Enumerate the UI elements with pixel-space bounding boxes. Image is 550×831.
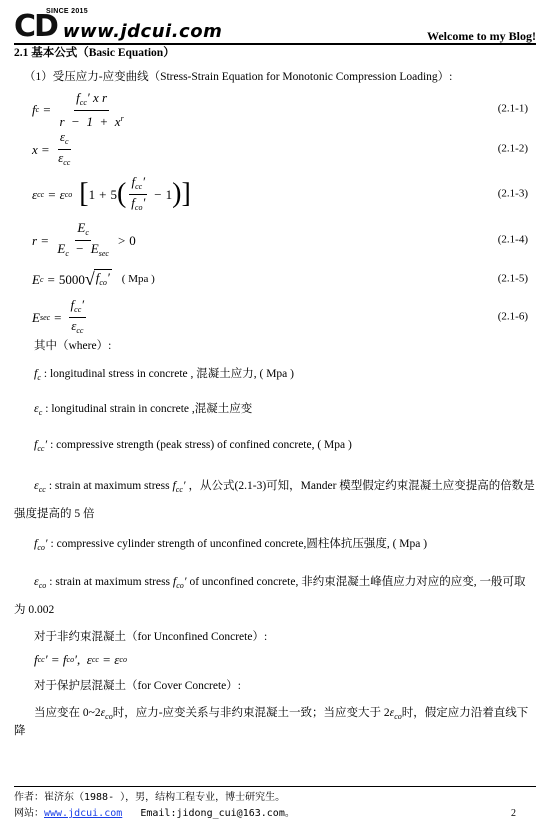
- equation-number: (2.1-3): [497, 187, 528, 200]
- equation-body: f c = $\frac{f_{cc}' x r}{r - 1 + x^r}$: [32, 89, 124, 129]
- welcome-text: Welcome to my Blog!: [427, 29, 536, 43]
- subsection-title: （1）受压应力-应变曲线（Stress-Strain Equation for Monotonic Compression Loading）:: [24, 71, 453, 83]
- page-footer: [14, 790, 536, 822]
- definition-fc: $f_c$ : longitudinal stress in concrete , 混凝土应力, ( Mpa ): [34, 366, 294, 382]
- equation-2-1-5: [14, 261, 536, 297]
- logo-since: SINCE 2015: [46, 8, 88, 15]
- footer-site-label: 网站：: [14, 808, 44, 819]
- footer-email: Email:jidong_cui@163.com。: [140, 808, 295, 819]
- page-header: [14, 8, 536, 44]
- footer-contact: [14, 806, 536, 822]
- equation-body: E c = 5000 √ $f_{co}'$ ( Mpa ): [32, 268, 155, 289]
- definition-text: ，从公式(2.1-3)可知，Mander 模型假定约束混凝土应变提高的倍数是强度提高的 5 倍: [14, 480, 535, 520]
- equation-2-1-4: [14, 219, 536, 261]
- section-title: 2.1 基本公式（Basic Equation）: [14, 47, 175, 59]
- footer-author: 作者：崔济东（1988- ），男，结构工程专业，博士研究生。: [14, 792, 286, 803]
- footer-site-link[interactable]: www.jdcui.com: [44, 808, 123, 819]
- equation-number: (2.1-4): [497, 233, 528, 246]
- definition-text: : compressive cylinder strength of unconfined concrete,圆柱体抗压强度, ( Mpa ): [50, 538, 428, 550]
- equation-number: (2.1-2): [497, 142, 528, 155]
- footer-divider: [14, 786, 536, 787]
- page-number: 2: [511, 808, 516, 819]
- definition-text: : compressive strength (peak stress) of confined concrete, ( Mpa ): [50, 439, 352, 451]
- definition-text: : strain at maximum stress: [48, 480, 170, 492]
- logo-url: www.jdcui.com: [62, 21, 223, 42]
- definition-text: : strain at maximum stress: [49, 576, 171, 588]
- site-logo[interactable]: [14, 8, 222, 42]
- equation-body: f cc ′ = f co ′ , ε cc = ε co: [34, 651, 127, 667]
- equation-body: ε cc = ε co [ 1 + 5 ( $\frac{f_{cc}'}{f_{co}'}$ − 1 )]: [32, 173, 191, 212]
- cover-label: 对于保护层混凝土（for Cover Concrete）:: [34, 680, 241, 692]
- definition-ec: $\varepsilon_c$ : longitudinal strain in concrete ,混凝土应变: [34, 401, 253, 417]
- logo-mark: CD: [14, 9, 57, 44]
- equation-unit: ( Mpa ): [121, 272, 155, 285]
- definition-eco: $\varepsilon_{co}$ : strain at maximum stress $f_{co}'$ of unconfined concrete, 非约束混凝土峰值应力对应的应变, 一般可取为 0.002: [14, 574, 526, 616]
- equation-body: E sec = $\frac{f_{cc}'}{\varepsilon_{cc}}$: [32, 296, 85, 335]
- equation-body: r = $\frac{E_c}{E_c - E_{sec}}$ > 0: [32, 219, 136, 258]
- equation-number: (2.1-5): [497, 272, 528, 285]
- equation-2-1-6: [14, 297, 536, 337]
- definition-text: of unconfined concrete, 非约束混凝土峰值应力对应的应变, 一般可取为 0.002: [14, 576, 526, 616]
- cover-text: 当应变在 $0\sim 2\varepsilon_{co}$时，应力-应变关系与非约束混凝土一致；当应变大于 $2\varepsilon_{co}$时，假定应力沿着直线下降: [14, 707, 529, 737]
- definition-text: : longitudinal strain in concrete ,混凝土应变: [45, 403, 253, 415]
- equation-unconfined: [14, 645, 536, 673]
- cover-text-part: 当应变在 0~2: [34, 707, 101, 719]
- where-label: 其中（where）:: [34, 340, 112, 352]
- document-body: [14, 46, 536, 739]
- unconfined-label: 对于非约束混凝土（for Unconfined Concrete）:: [34, 631, 268, 643]
- equation-2-1-3: [14, 169, 536, 219]
- cover-text-part: 时，应力-应变关系与非约束混凝土一致；当应变大于 2: [112, 707, 390, 719]
- header-divider: [14, 43, 536, 45]
- definition-fcc: $f_{cc}'$ : compressive strength (peak stress) of confined concrete, ( Mpa ): [34, 437, 352, 453]
- definition-ecc: $\varepsilon_{cc}$ : strain at maximum stress $f_{cc}'$ ，从公式(2.1-3)可知，Mander 模型假定约束混凝土应变提高的倍数是强度提高的 5 倍: [14, 478, 535, 520]
- definition-text: : longitudinal stress in concrete , 混凝土应力, ( Mpa ): [43, 368, 294, 380]
- equation-number: (2.1-6): [497, 310, 528, 323]
- equation-body: x = $\frac{\varepsilon_c}{\varepsilon_{cc}}$: [32, 128, 71, 167]
- equation-number: (2.1-1): [497, 102, 528, 115]
- equation-2-1-1: [14, 89, 536, 129]
- cover-text-part: 时，假定应力沿着直线下降: [14, 707, 529, 737]
- definition-fco: $f_{co}'$ : compressive cylinder strength of unconfined concrete,圆柱体抗压强度, ( Mpa ): [34, 536, 428, 552]
- equation-2-1-2: [14, 129, 536, 169]
